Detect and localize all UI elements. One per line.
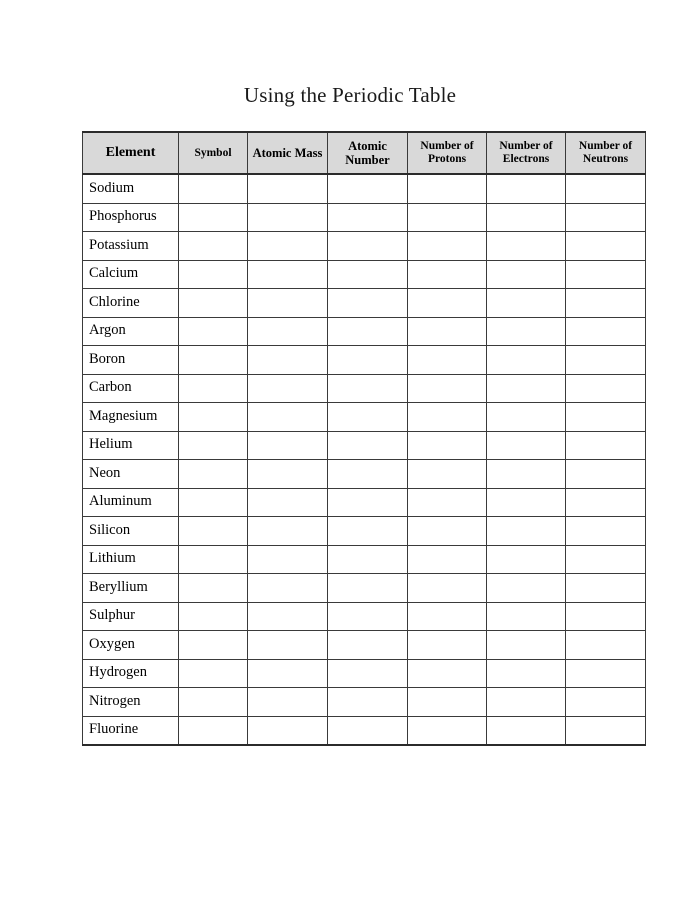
cell-element-name: Sodium <box>83 174 179 203</box>
cell-protons-entry[interactable] <box>408 374 487 403</box>
cell-electrons-entry[interactable] <box>487 203 566 232</box>
cell-protons-entry[interactable] <box>408 174 487 203</box>
cell-neutrons-entry[interactable] <box>566 460 646 489</box>
cell-symbol-entry[interactable] <box>179 716 248 745</box>
cell-symbol-entry[interactable] <box>179 688 248 717</box>
table-row <box>83 688 646 717</box>
cell-neutrons-entry[interactable] <box>566 545 646 574</box>
cell-atomic-mass-entry[interactable] <box>248 431 328 460</box>
cell-element-name: Neon <box>83 460 179 489</box>
cell-neutrons-entry[interactable] <box>566 517 646 546</box>
cell-element-name: Sulphur <box>83 602 179 631</box>
cell-element-name: Nitrogen <box>83 688 179 717</box>
cell-neutrons-entry[interactable] <box>566 574 646 603</box>
cell-atomic-mass-entry[interactable] <box>248 631 328 660</box>
cell-atomic-mass-entry[interactable] <box>248 289 328 318</box>
cell-electrons-entry[interactable] <box>487 659 566 688</box>
cell-protons-entry[interactable] <box>408 545 487 574</box>
element-data-table <box>82 131 646 746</box>
cell-protons-entry[interactable] <box>408 688 487 717</box>
cell-atomic-number-entry[interactable] <box>328 374 408 403</box>
cell-symbol-entry[interactable] <box>179 346 248 375</box>
cell-atomic-mass-entry[interactable] <box>248 517 328 546</box>
page-title: Using the Periodic Table <box>243 83 457 107</box>
cell-atomic-number-entry[interactable] <box>328 232 408 261</box>
cell-electrons-entry[interactable] <box>487 688 566 717</box>
cell-element-name: Hydrogen <box>83 659 179 688</box>
table-row <box>83 403 646 432</box>
table-row <box>83 346 646 375</box>
cell-atomic-number-entry[interactable] <box>328 716 408 745</box>
cell-atomic-mass-entry[interactable] <box>248 602 328 631</box>
table-row <box>83 574 646 603</box>
cell-electrons-entry[interactable] <box>487 602 566 631</box>
cell-symbol-entry[interactable] <box>179 659 248 688</box>
cell-element-name: Potassium <box>83 232 179 261</box>
cell-protons-entry[interactable] <box>408 602 487 631</box>
table-row <box>83 232 646 261</box>
cell-neutrons-entry[interactable] <box>566 716 646 745</box>
cell-symbol-entry[interactable] <box>179 545 248 574</box>
cell-protons-entry[interactable] <box>408 260 487 289</box>
cell-element-name: Argon <box>83 317 179 346</box>
cell-symbol-entry[interactable] <box>179 317 248 346</box>
cell-neutrons-entry[interactable] <box>566 488 646 517</box>
cell-symbol-entry[interactable] <box>179 203 248 232</box>
cell-electrons-entry[interactable] <box>487 488 566 517</box>
cell-atomic-mass-entry[interactable] <box>248 574 328 603</box>
column-header-electrons: Number of Electrons <box>487 132 566 174</box>
cell-symbol-entry[interactable] <box>179 460 248 489</box>
cell-atomic-number-entry[interactable] <box>328 659 408 688</box>
cell-symbol-entry[interactable] <box>179 602 248 631</box>
cell-atomic-mass-entry[interactable] <box>248 545 328 574</box>
table-row <box>83 174 646 203</box>
cell-atomic-mass-entry[interactable] <box>248 174 328 203</box>
cell-atomic-number-entry[interactable] <box>328 631 408 660</box>
cell-element-name: Oxygen <box>83 631 179 660</box>
cell-protons-entry[interactable] <box>408 460 487 489</box>
cell-atomic-number-entry[interactable] <box>328 545 408 574</box>
cell-element-name: Phosphorus <box>83 203 179 232</box>
cell-element-name: Lithium <box>83 545 179 574</box>
cell-protons-entry[interactable] <box>408 488 487 517</box>
cell-electrons-entry[interactable] <box>487 517 566 546</box>
table-header <box>83 132 646 174</box>
cell-protons-entry[interactable] <box>408 431 487 460</box>
cell-protons-entry[interactable] <box>408 289 487 318</box>
table-row <box>83 289 646 318</box>
cell-atomic-number-entry[interactable] <box>328 602 408 631</box>
cell-atomic-number-entry[interactable] <box>328 431 408 460</box>
cell-symbol-entry[interactable] <box>179 374 248 403</box>
cell-neutrons-entry[interactable] <box>566 203 646 232</box>
table-row <box>83 545 646 574</box>
cell-protons-entry[interactable] <box>408 346 487 375</box>
cell-neutrons-entry[interactable] <box>566 688 646 717</box>
table-header-row <box>83 132 646 174</box>
column-header-neutrons: Number of Neutrons <box>566 132 646 174</box>
cell-neutrons-entry[interactable] <box>566 403 646 432</box>
cell-symbol-entry[interactable] <box>179 431 248 460</box>
cell-neutrons-entry[interactable] <box>566 289 646 318</box>
cell-electrons-entry[interactable] <box>487 260 566 289</box>
cell-protons-entry[interactable] <box>408 631 487 660</box>
cell-symbol-entry[interactable] <box>179 289 248 318</box>
cell-atomic-mass-entry[interactable] <box>248 460 328 489</box>
cell-protons-entry[interactable] <box>408 574 487 603</box>
table-row <box>83 517 646 546</box>
cell-element-name: Chlorine <box>83 289 179 318</box>
cell-atomic-number-entry[interactable] <box>328 460 408 489</box>
cell-electrons-entry[interactable] <box>487 289 566 318</box>
cell-element-name: Helium <box>83 431 179 460</box>
cell-element-name: Fluorine <box>83 716 179 745</box>
cell-electrons-entry[interactable] <box>487 574 566 603</box>
cell-element-name: Magnesium <box>83 403 179 432</box>
table-row <box>83 602 646 631</box>
cell-electrons-entry[interactable] <box>487 545 566 574</box>
cell-atomic-mass-entry[interactable] <box>248 659 328 688</box>
cell-atomic-mass-entry[interactable] <box>248 260 328 289</box>
cell-electrons-entry[interactable] <box>487 431 566 460</box>
cell-atomic-number-entry[interactable] <box>328 517 408 546</box>
table-row <box>83 659 646 688</box>
column-header-symbol: Symbol <box>179 132 248 174</box>
cell-neutrons-entry[interactable] <box>566 631 646 660</box>
table-row <box>83 716 646 745</box>
cell-neutrons-entry[interactable] <box>566 317 646 346</box>
cell-element-name: Silicon <box>83 517 179 546</box>
column-header-element: Element <box>83 132 179 174</box>
cell-atomic-mass-entry[interactable] <box>248 346 328 375</box>
cell-symbol-entry[interactable] <box>179 574 248 603</box>
cell-neutrons-entry[interactable] <box>566 602 646 631</box>
table-row <box>83 374 646 403</box>
cell-neutrons-entry[interactable] <box>566 431 646 460</box>
cell-element-name: Boron <box>83 346 179 375</box>
cell-atomic-mass-entry[interactable] <box>248 488 328 517</box>
cell-electrons-entry[interactable] <box>487 716 566 745</box>
cell-atomic-number-entry[interactable] <box>328 488 408 517</box>
cell-protons-entry[interactable] <box>408 317 487 346</box>
table-row <box>83 203 646 232</box>
cell-protons-entry[interactable] <box>408 659 487 688</box>
cell-neutrons-entry[interactable] <box>566 346 646 375</box>
cell-electrons-entry[interactable] <box>487 317 566 346</box>
column-header-protons: Number of Protons <box>408 132 487 174</box>
cell-element-name: Calcium <box>83 260 179 289</box>
column-header-atomic-mass: Atomic Mass <box>248 132 328 174</box>
cell-atomic-mass-entry[interactable] <box>248 203 328 232</box>
cell-symbol-entry[interactable] <box>179 232 248 261</box>
cell-electrons-entry[interactable] <box>487 403 566 432</box>
cell-atomic-number-entry[interactable] <box>328 289 408 318</box>
column-header-atomic-number: Atomic Number <box>328 132 408 174</box>
table-row <box>83 317 646 346</box>
cell-neutrons-entry[interactable] <box>566 659 646 688</box>
cell-electrons-entry[interactable] <box>487 374 566 403</box>
cell-atomic-mass-entry[interactable] <box>248 716 328 745</box>
cell-atomic-number-entry[interactable] <box>328 203 408 232</box>
table-row <box>83 460 646 489</box>
cell-atomic-mass-entry[interactable] <box>248 374 328 403</box>
table-row <box>83 260 646 289</box>
cell-symbol-entry[interactable] <box>179 260 248 289</box>
cell-symbol-entry[interactable] <box>179 403 248 432</box>
cell-atomic-number-entry[interactable] <box>328 403 408 432</box>
cell-atomic-number-entry[interactable] <box>328 260 408 289</box>
cell-neutrons-entry[interactable] <box>566 174 646 203</box>
cell-element-name: Aluminum <box>83 488 179 517</box>
cell-atomic-mass-entry[interactable] <box>248 403 328 432</box>
periodic-table-worksheet <box>82 131 645 746</box>
cell-protons-entry[interactable] <box>408 232 487 261</box>
cell-atomic-number-entry[interactable] <box>328 688 408 717</box>
cell-atomic-number-entry[interactable] <box>328 346 408 375</box>
cell-electrons-entry[interactable] <box>487 631 566 660</box>
cell-symbol-entry[interactable] <box>179 488 248 517</box>
cell-atomic-mass-entry[interactable] <box>248 232 328 261</box>
cell-atomic-number-entry[interactable] <box>328 317 408 346</box>
cell-atomic-mass-entry[interactable] <box>248 688 328 717</box>
cell-symbol-entry[interactable] <box>179 174 248 203</box>
cell-protons-entry[interactable] <box>408 203 487 232</box>
cell-electrons-entry[interactable] <box>487 232 566 261</box>
cell-neutrons-entry[interactable] <box>566 232 646 261</box>
cell-electrons-entry[interactable] <box>487 460 566 489</box>
table-row <box>83 431 646 460</box>
cell-protons-entry[interactable] <box>408 716 487 745</box>
table-body <box>83 174 646 745</box>
cell-atomic-number-entry[interactable] <box>328 174 408 203</box>
cell-neutrons-entry[interactable] <box>566 260 646 289</box>
cell-electrons-entry[interactable] <box>487 174 566 203</box>
cell-element-name: Beryllium <box>83 574 179 603</box>
table-row <box>83 631 646 660</box>
cell-electrons-entry[interactable] <box>487 346 566 375</box>
cell-atomic-mass-entry[interactable] <box>248 317 328 346</box>
cell-element-name: Carbon <box>83 374 179 403</box>
cell-protons-entry[interactable] <box>408 403 487 432</box>
cell-atomic-number-entry[interactable] <box>328 574 408 603</box>
cell-symbol-entry[interactable] <box>179 517 248 546</box>
cell-protons-entry[interactable] <box>408 517 487 546</box>
table-row <box>83 488 646 517</box>
cell-neutrons-entry[interactable] <box>566 374 646 403</box>
cell-symbol-entry[interactable] <box>179 631 248 660</box>
